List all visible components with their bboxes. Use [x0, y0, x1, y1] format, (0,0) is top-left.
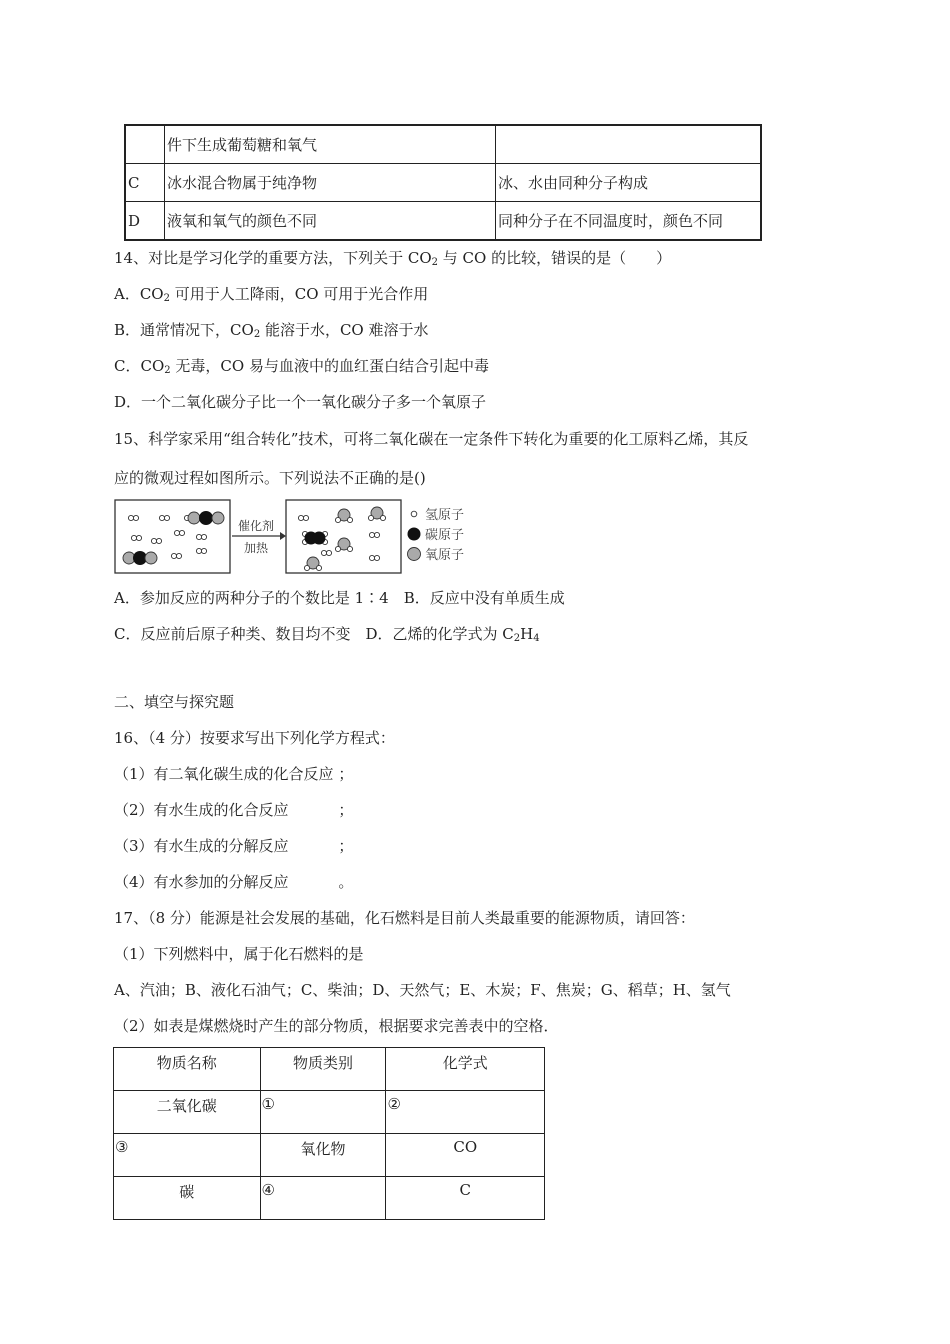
carbon-atom-icon [408, 528, 421, 541]
table-row [114, 1134, 545, 1177]
q15-options-cd: C．反应前后原子种类、数目均不变 D．乙烯的化学式为 $C_2H_4$ [114, 625, 540, 644]
row-label [125, 125, 165, 164]
table-row [125, 164, 761, 202]
co2-molecule [123, 551, 157, 565]
q14-stem: 14、对比是学习化学的重要方法，下列关于 $CO_2$ 与 CO 的比较，错误的是（ ） [114, 249, 672, 268]
q17-sub1: （1）下列燃料中，属于化石燃料的是 [114, 945, 364, 963]
legend-oxygen: 氧原子 [425, 548, 465, 563]
oxygen-atom-icon [408, 548, 421, 561]
section-heading: 二、填空与探究题 [114, 693, 235, 711]
substance-table [113, 1047, 545, 1220]
table-header-row [114, 1048, 545, 1091]
table-row [114, 1091, 545, 1134]
row-label: C [125, 164, 165, 202]
q16-item: （3）有水生成的分解反应 ； [114, 837, 354, 855]
legend [408, 508, 465, 563]
table-cell: 氧化物 [260, 1134, 386, 1177]
table-row [114, 1177, 545, 1220]
fact-cell: 液氧和氧气的颜色不同 [165, 202, 496, 241]
legend-carbon: 碳原子 [425, 528, 465, 543]
fact-cell: 冰水混合物属于纯净物 [165, 164, 496, 202]
q17-sub2: （2）如表是煤燃烧时产生的部分物质，根据要求完善表中的空格． [114, 1017, 559, 1035]
comparison-table [124, 124, 762, 241]
q17-stem: 17、（8 分）能源是社会发展的基础，化石燃料是目前人类最重要的能源物质，请回答： [114, 909, 695, 927]
q16-item: （1）有二氧化碳生成的化合反应 ； [114, 765, 354, 783]
q15-stem-line1: 15、科学家采用“组合转化”技术，可将二氧化碳在一定条件下转化为重要的化工原料乙烯，其反 [114, 430, 749, 448]
table-cell: ④ [260, 1177, 386, 1220]
co2-molecule [188, 511, 224, 525]
table-cell: 碳 [114, 1177, 261, 1220]
q16-stem: 16、（4 分）按要求写出下列化学方程式： [114, 729, 395, 747]
table-row [125, 202, 761, 241]
row-label: D [125, 202, 165, 241]
q16-item: （2）有水生成的化合反应 ； [114, 801, 354, 819]
explanation-cell [496, 125, 762, 164]
q17-fuel-list: A、汽油；B、液化石油气；C、柴油；D、天然气；E、木炭；F、焦炭；G、稻草；H、氢气 [114, 981, 731, 999]
fact-cell: 件下生成葡萄糖和氧气 [165, 125, 496, 164]
header-cell: 物质类别 [260, 1048, 386, 1091]
header-cell: 物质名称 [114, 1048, 261, 1091]
arrow-head-icon [280, 532, 286, 540]
table-cell: ② [386, 1091, 545, 1134]
table-cell: 二氧化碳 [114, 1091, 261, 1134]
q14-option-a: A．$CO_2$ 可用于人工降雨，CO 可用于光合作用 [114, 285, 429, 304]
explanation-cell: 冰、水由同种分子构成 [496, 164, 762, 202]
table-cell: CO [386, 1134, 545, 1177]
explanation-cell: 同种分子在不同温度时，颜色不同 [496, 202, 762, 241]
q14-option-b: B．通常情况下，$CO_2$ 能溶于水，CO 难溶于水 [114, 321, 429, 340]
table-row [125, 125, 761, 164]
ethylene-molecule [302, 531, 327, 544]
header-cell: 化学式 [386, 1048, 545, 1091]
arrow-label-catalyst: 催化剂 [237, 519, 275, 533]
table-cell: ③ [114, 1134, 261, 1177]
legend-hydrogen: 氢原子 [425, 508, 465, 523]
q14-option-d: D．一个二氧化碳分子比一个一氧化碳分子多一个氧原子 [114, 393, 487, 411]
q15-stem-line2: 应的微观过程如图所示。下列说法不正确的是() [114, 469, 426, 487]
arrow-label-heat: 加热 [243, 541, 269, 555]
reaction-diagram [114, 498, 474, 578]
table-cell: C [386, 1177, 545, 1220]
q15-options-ab: A．参加反应的两种分子的个数比是 1∶4 B．反应中没有单质生成 [114, 589, 565, 607]
q14-option-c: C．$CO_2$ 无毒，CO 易与血液中的血红蛋白结合引起中毒 [114, 357, 489, 376]
q16-item: （4）有水参加的分解反应 。 [114, 873, 354, 891]
table-cell: ① [260, 1091, 386, 1134]
hydrogen-atom-icon [411, 511, 417, 517]
